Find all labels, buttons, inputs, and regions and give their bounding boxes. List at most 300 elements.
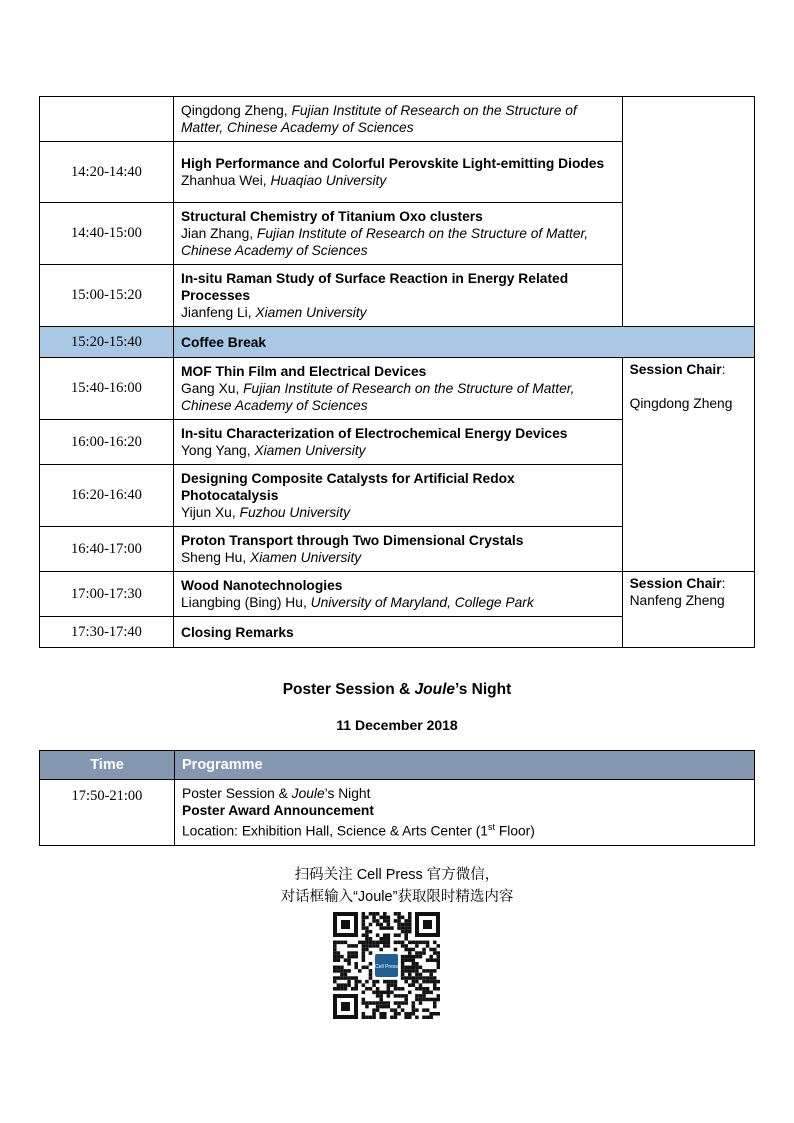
qr-module bbox=[333, 941, 337, 945]
speaker: Liangbing (Bing) Hu bbox=[180, 595, 303, 610]
qr-module bbox=[404, 948, 408, 952]
programme-text: Poster Session & bbox=[182, 786, 292, 801]
qr-module bbox=[354, 944, 358, 948]
qr-module bbox=[358, 980, 362, 984]
qr-module bbox=[387, 1001, 391, 1005]
qr-module bbox=[415, 941, 419, 945]
qr-module bbox=[437, 955, 440, 959]
qr-module bbox=[362, 944, 366, 948]
qr-module bbox=[419, 973, 423, 977]
qr-module bbox=[390, 980, 394, 984]
qr-module bbox=[383, 1005, 387, 1009]
programme-text-suffix: ’s Night bbox=[324, 786, 371, 801]
qr-module bbox=[362, 958, 366, 962]
programme-cell bbox=[175, 780, 755, 846]
qr-module bbox=[429, 973, 433, 977]
qr-module bbox=[429, 958, 433, 962]
qr-module bbox=[351, 944, 355, 948]
qr-module bbox=[404, 955, 408, 959]
qr-module bbox=[387, 916, 391, 920]
qr-module bbox=[383, 944, 387, 948]
qr-module bbox=[433, 1012, 437, 1016]
qr-module bbox=[422, 991, 426, 995]
qr-module bbox=[429, 948, 433, 952]
qr-code[interactable] bbox=[333, 912, 440, 1019]
coffee-break-row bbox=[40, 327, 755, 358]
qr-module bbox=[433, 948, 437, 952]
session-chair: Session Chair: Qingdong Zheng bbox=[622, 358, 754, 572]
heading-text-suffix: ’s Night bbox=[455, 681, 512, 698]
qr-module bbox=[394, 1008, 398, 1012]
qr-module bbox=[383, 1012, 387, 1016]
talk-cell: Structural Chemistry of Titanium Oxo clusters Jian Zhang, Fujian Institute of Research on the Structure of Matter, Chinese Academy of Sciences bbox=[173, 203, 622, 265]
qr-module bbox=[376, 991, 380, 995]
qr-module bbox=[347, 958, 351, 962]
qr-module bbox=[426, 976, 430, 980]
talk-title: Coffee Break bbox=[180, 334, 267, 350]
qr-module bbox=[333, 976, 337, 980]
qr-module bbox=[404, 980, 408, 984]
affiliation: Fujian Institute of Research on the Structure of Matter, Chinese Academy of Sciences bbox=[180, 226, 589, 258]
talk-title: Proton Transport through Two Dimensional Crystals bbox=[180, 533, 524, 548]
qr-module bbox=[387, 991, 391, 995]
qr-module bbox=[419, 951, 423, 955]
qr-module bbox=[394, 980, 398, 984]
qr-module bbox=[333, 966, 337, 970]
qr-module bbox=[433, 998, 437, 1002]
qr-module bbox=[397, 987, 401, 991]
talk-title: Structural Chemistry of Titanium Oxo clusters bbox=[180, 209, 483, 224]
qr-module bbox=[437, 994, 440, 998]
qr-module bbox=[408, 991, 412, 995]
qr-module bbox=[337, 958, 341, 962]
qr-module bbox=[347, 962, 351, 966]
qr-module bbox=[401, 976, 405, 980]
qr-module bbox=[333, 948, 337, 952]
qr-module bbox=[379, 948, 383, 952]
qr-module bbox=[401, 994, 405, 998]
speaker: Gang Xu bbox=[180, 381, 236, 396]
talk-cell: In-situ Raman Study of Surface Reaction in Energy Related Processes Jianfeng Li, Xiamen University bbox=[173, 265, 622, 327]
qr-module bbox=[344, 987, 348, 991]
speaker: Jian Zhang bbox=[180, 226, 250, 241]
qr-module bbox=[419, 1001, 423, 1005]
qr-module bbox=[394, 948, 398, 952]
qr-module bbox=[354, 951, 358, 955]
qr-module bbox=[365, 980, 369, 984]
qr-module bbox=[408, 983, 412, 987]
qr-module bbox=[383, 933, 387, 937]
qr-module bbox=[426, 1016, 430, 1019]
qr-module bbox=[383, 980, 387, 984]
qr-module bbox=[415, 987, 419, 991]
qr-module bbox=[354, 983, 358, 987]
qr-module bbox=[358, 969, 362, 973]
qr-module bbox=[408, 930, 412, 934]
qr-module bbox=[365, 966, 369, 970]
qr-module bbox=[404, 926, 408, 930]
qr-module bbox=[333, 980, 337, 984]
schedule-row bbox=[40, 97, 755, 142]
qr-module bbox=[354, 955, 358, 959]
qr-module bbox=[372, 1016, 376, 1019]
qr-module bbox=[369, 987, 373, 991]
qr-module bbox=[365, 941, 369, 945]
qr-module bbox=[394, 941, 398, 945]
location-text: Location: Exhibition Hall, Science & Arts Center (1 bbox=[182, 823, 488, 839]
qr-module bbox=[365, 926, 369, 930]
qr-module bbox=[372, 980, 376, 984]
qr-module bbox=[365, 916, 369, 920]
qr-module bbox=[379, 994, 383, 998]
talk-title: In-situ Characterization of Electrochemical Energy Devices bbox=[180, 426, 568, 441]
qr-module bbox=[404, 930, 408, 934]
schedule-row bbox=[40, 572, 755, 617]
qr-module bbox=[426, 991, 430, 995]
qr-module bbox=[408, 951, 412, 955]
qr-module bbox=[408, 1012, 412, 1016]
qr-module bbox=[394, 994, 398, 998]
qr-module bbox=[362, 933, 366, 937]
affiliation: Xiamen University bbox=[254, 443, 366, 458]
qr-module bbox=[379, 1005, 383, 1009]
qr-module bbox=[344, 983, 348, 987]
qr-module bbox=[429, 1016, 433, 1019]
qr-module bbox=[362, 955, 366, 959]
qr-module bbox=[337, 969, 341, 973]
talk-cell bbox=[173, 617, 622, 648]
qr-module bbox=[404, 933, 408, 937]
qr-module bbox=[372, 941, 376, 945]
affiliation: Fujian Institute of Research on the Structure of Matter, Chinese Academy of Sciences bbox=[180, 103, 577, 135]
qr-module bbox=[394, 933, 398, 937]
talk-cell: Designing Composite Catalysts for Artificial Redox Photocatalysis Yijun Xu, Fuzhou University bbox=[173, 465, 622, 527]
qr-module bbox=[372, 919, 376, 923]
qr-module bbox=[365, 930, 369, 934]
qr-module bbox=[415, 973, 419, 977]
affiliation: Huaqiao University bbox=[270, 173, 387, 188]
qr-module bbox=[387, 994, 391, 998]
qr-module bbox=[347, 951, 351, 955]
qr-module bbox=[337, 955, 341, 959]
qr-module bbox=[401, 944, 405, 948]
qr-module bbox=[412, 941, 416, 945]
qr-module bbox=[415, 1016, 419, 1019]
qr-module bbox=[404, 919, 408, 923]
qr-module bbox=[408, 966, 412, 970]
qr-module bbox=[376, 994, 380, 998]
qr-module bbox=[415, 976, 419, 980]
qr-module bbox=[404, 1012, 408, 1016]
talk-title: Designing Composite Catalysts for Artificial Redox Photocatalysis bbox=[180, 471, 515, 503]
qr-module bbox=[437, 962, 440, 966]
qr-module bbox=[394, 983, 398, 987]
talk-title: Closing Remarks bbox=[180, 624, 294, 640]
affiliation: Fujian Institute of Research on the Structure of Matter, Chinese Academy of Sciences bbox=[180, 381, 575, 413]
qr-module bbox=[401, 1008, 405, 1012]
qr-module bbox=[415, 955, 419, 959]
qr-module bbox=[437, 966, 440, 970]
qr-module bbox=[333, 951, 337, 955]
qr-module bbox=[369, 969, 373, 973]
qr-module bbox=[383, 937, 387, 941]
qr-module bbox=[365, 987, 369, 991]
speaker: Sheng Hu bbox=[180, 550, 243, 565]
qr-module bbox=[354, 962, 358, 966]
qr-module bbox=[362, 919, 366, 923]
qr-module bbox=[419, 976, 423, 980]
qr-module bbox=[404, 1001, 408, 1005]
qr-module bbox=[387, 980, 391, 984]
talk-title: In-situ Raman Study of Surface Reaction in Energy Related Processes bbox=[180, 271, 569, 303]
qr-module bbox=[401, 987, 405, 991]
qr-module bbox=[408, 958, 412, 962]
qr-module bbox=[433, 941, 437, 945]
location-sup: st bbox=[487, 822, 495, 832]
qr-module bbox=[347, 955, 351, 959]
qr-module bbox=[337, 966, 341, 970]
qr-module bbox=[354, 980, 358, 984]
qr-module bbox=[408, 948, 412, 952]
talk-cell bbox=[173, 327, 754, 358]
qr-module bbox=[387, 1005, 391, 1009]
qr-module bbox=[412, 962, 416, 966]
qr-module bbox=[419, 966, 423, 970]
qr-module bbox=[412, 958, 416, 962]
talk-cell: High Performance and Colorful Perovskite Light-emitting Diodes Zhanhua Wei, Huaqiao University bbox=[173, 142, 622, 203]
qr-module bbox=[390, 991, 394, 995]
qr-module bbox=[404, 969, 408, 973]
qr-module bbox=[412, 1012, 416, 1016]
qr-module bbox=[383, 912, 387, 916]
affiliation: Xiamen University bbox=[255, 305, 367, 320]
time-cell: 16:00-16:20 bbox=[40, 420, 174, 465]
qr-module bbox=[387, 941, 391, 945]
time-header: Time bbox=[40, 751, 175, 780]
qr-module bbox=[362, 998, 366, 1002]
qr-module bbox=[344, 958, 348, 962]
qr-module bbox=[412, 976, 416, 980]
qr-module bbox=[365, 937, 369, 941]
qr-module bbox=[397, 923, 401, 927]
qr-module bbox=[404, 966, 408, 970]
qr-module bbox=[365, 1016, 369, 1019]
poster-award: Poster Award Announcement bbox=[182, 803, 374, 818]
qr-module bbox=[404, 1016, 408, 1019]
qr-module bbox=[422, 1008, 426, 1012]
qr-module bbox=[404, 998, 408, 1002]
qr-module bbox=[426, 987, 430, 991]
time-cell: 16:20-16:40 bbox=[40, 465, 174, 527]
qr-module bbox=[376, 1005, 380, 1009]
qr-module bbox=[376, 944, 380, 948]
cell-press-logo-text: Cell Press bbox=[375, 964, 398, 970]
session-chair-label: Session Chair bbox=[629, 576, 722, 591]
qr-module bbox=[351, 951, 355, 955]
qr-module bbox=[429, 969, 433, 973]
qr-module bbox=[412, 955, 416, 959]
talk-title: MOF Thin Film and Electrical Devices bbox=[180, 364, 427, 379]
qr-module bbox=[404, 937, 408, 941]
qr-module bbox=[433, 1001, 437, 1005]
qr-module bbox=[369, 976, 373, 980]
qr-module bbox=[394, 987, 398, 991]
qr-module bbox=[354, 976, 358, 980]
qr-module bbox=[379, 998, 383, 1002]
qr-module bbox=[347, 944, 351, 948]
qr-module bbox=[408, 1016, 412, 1019]
qr-module bbox=[422, 951, 426, 955]
qr-module bbox=[376, 1001, 380, 1005]
qr-module bbox=[362, 948, 366, 952]
qr-module bbox=[437, 1012, 440, 1016]
qr-module bbox=[344, 976, 348, 980]
qr-module bbox=[401, 973, 405, 977]
qr-module bbox=[419, 955, 423, 959]
poster-table bbox=[39, 750, 755, 846]
programme-line-1 bbox=[182, 785, 747, 802]
qr-module bbox=[347, 980, 351, 984]
speaker: Jianfeng Li bbox=[180, 305, 248, 320]
qr-module bbox=[397, 926, 401, 930]
qr-module bbox=[383, 926, 387, 930]
time-cell: 16:40-17:00 bbox=[40, 527, 174, 572]
qr-module bbox=[379, 916, 383, 920]
qr-module bbox=[426, 998, 430, 1002]
qr-module bbox=[365, 1005, 369, 1009]
session-chair-name: Qingdong Zheng bbox=[629, 396, 733, 411]
qr-module bbox=[337, 941, 341, 945]
qr-module bbox=[340, 941, 344, 945]
qr-module bbox=[387, 923, 391, 927]
qr-module bbox=[344, 969, 348, 973]
qr-module bbox=[369, 923, 373, 927]
time-cell: 17:30-17:40 bbox=[40, 617, 174, 648]
qr-module bbox=[426, 944, 430, 948]
qr-module bbox=[362, 941, 366, 945]
qr-module bbox=[344, 973, 348, 977]
talk-title: Wood Nanotechnologies bbox=[180, 578, 343, 593]
qr-module bbox=[426, 969, 430, 973]
chair-cell bbox=[622, 97, 754, 327]
qr-module bbox=[372, 1001, 376, 1005]
qr-module bbox=[408, 926, 412, 930]
qr-module bbox=[433, 987, 437, 991]
qr-module bbox=[394, 1012, 398, 1016]
qr-module bbox=[397, 933, 401, 937]
qr-module bbox=[404, 923, 408, 927]
affiliation: Xiamen University bbox=[250, 550, 362, 565]
qr-module bbox=[369, 973, 373, 977]
qr-module bbox=[433, 980, 437, 984]
poster-header-row bbox=[40, 751, 755, 780]
qr-module bbox=[347, 976, 351, 980]
qr-module bbox=[362, 1001, 366, 1005]
speaker: Yijun Xu bbox=[180, 505, 232, 520]
qr-module bbox=[408, 973, 412, 977]
qr-module bbox=[383, 1001, 387, 1005]
qr-module bbox=[394, 1016, 398, 1019]
qr-module bbox=[379, 991, 383, 995]
qr-module bbox=[362, 1012, 366, 1016]
qr-module bbox=[404, 994, 408, 998]
qr-module bbox=[362, 923, 366, 927]
qr-module bbox=[387, 944, 391, 948]
talk-cell: Wood Nanotechnologies Liangbing (Bing) Hu, University of Maryland, College Park bbox=[173, 572, 622, 617]
qr-module bbox=[419, 987, 423, 991]
qr-module bbox=[412, 948, 416, 952]
qr-module bbox=[415, 962, 419, 966]
qr-module bbox=[415, 1008, 419, 1012]
qr-module bbox=[422, 994, 426, 998]
time-cell bbox=[40, 97, 174, 142]
qr-module bbox=[401, 916, 405, 920]
session-chair-name: Nanfeng Zheng bbox=[629, 593, 725, 608]
qr-module bbox=[362, 991, 366, 995]
qr-module bbox=[433, 951, 437, 955]
qr-module bbox=[426, 980, 430, 984]
qr-module bbox=[419, 941, 423, 945]
qr-module bbox=[372, 916, 376, 920]
qr-module bbox=[397, 912, 401, 916]
qr-module bbox=[340, 969, 344, 973]
qr-module bbox=[437, 987, 440, 991]
qr-module bbox=[379, 1012, 383, 1016]
time-cell: 15:20-15:40 bbox=[40, 327, 174, 358]
qr-module bbox=[419, 994, 423, 998]
qr-module bbox=[429, 1012, 433, 1016]
poster-row bbox=[40, 780, 755, 846]
qr-module bbox=[397, 1012, 401, 1016]
qr-module bbox=[379, 937, 383, 941]
poster-session-heading bbox=[0, 681, 794, 699]
qr-module bbox=[387, 983, 391, 987]
qr-module bbox=[369, 941, 373, 945]
qr-module bbox=[372, 912, 376, 916]
qr-module bbox=[429, 976, 433, 980]
qr-module bbox=[397, 916, 401, 920]
qr-module bbox=[362, 983, 366, 987]
qr-module bbox=[376, 933, 380, 937]
speaker: Qingdong Zheng bbox=[180, 103, 284, 118]
qr-module bbox=[408, 976, 412, 980]
qr-module bbox=[390, 983, 394, 987]
qr-module bbox=[433, 1005, 437, 1009]
qr-module bbox=[351, 955, 355, 959]
qr-module bbox=[387, 937, 391, 941]
talk-title: High Performance and Colorful Perovskite Light-emitting Diodes bbox=[180, 156, 605, 171]
qr-module bbox=[365, 948, 369, 952]
qr-module bbox=[383, 919, 387, 923]
qr-module bbox=[401, 930, 405, 934]
qr-module bbox=[362, 966, 366, 970]
speaker: Yong Yang bbox=[180, 443, 247, 458]
qr-module bbox=[415, 951, 419, 955]
qr-module bbox=[333, 944, 337, 948]
heading-italic: Joule bbox=[414, 681, 455, 698]
qr-module bbox=[422, 1016, 426, 1019]
qr-module bbox=[387, 926, 391, 930]
qr-module bbox=[369, 937, 373, 941]
qr-module bbox=[397, 941, 401, 945]
footer-line-1: 扫码关注 Cell Press 官方微信， bbox=[294, 867, 500, 883]
qr-module bbox=[422, 941, 426, 945]
qr-module bbox=[412, 980, 416, 984]
qr-module bbox=[401, 962, 405, 966]
qr-module bbox=[344, 941, 348, 945]
qr-module bbox=[340, 966, 344, 970]
qr-module bbox=[354, 987, 358, 991]
